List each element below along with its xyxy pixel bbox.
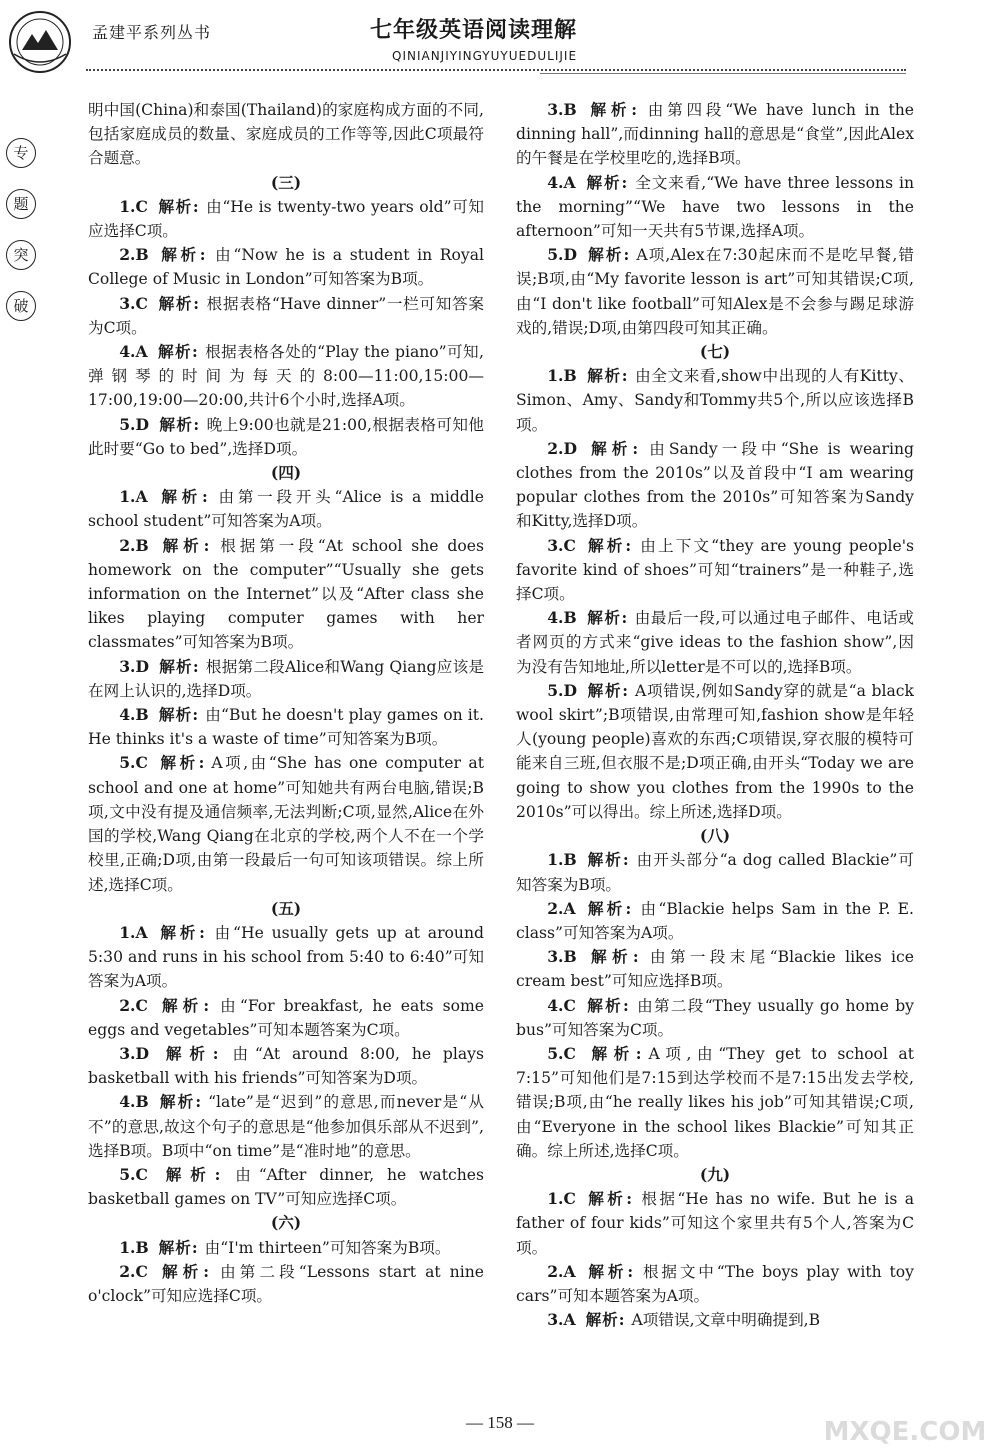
analysis-label: 解析:: [585, 535, 633, 555]
continued-paragraph: 明中国(China)和泰国(Thailand)的家庭构成方面的不同,包括家庭成员的数量、家庭成员的工作等等,因此C项最符合题意。: [88, 101, 484, 168]
header-divider: [86, 69, 906, 71]
analysis-label: 解析:: [158, 245, 207, 265]
analysis-text: 晚上9:00也就是21:00,根据表格可知他此时要“Go to bed”,选择D项。: [88, 415, 484, 458]
answer-item: [88, 655, 484, 703]
answer-number: 3.D: [119, 656, 149, 676]
analysis-label: 解析:: [159, 1043, 220, 1063]
answer-item: [516, 437, 914, 534]
answer-item: [88, 751, 484, 896]
analysis-text: 由第一段开头“Alice is a middle school student”可知答案为A项。: [88, 488, 484, 531]
answer-number: 1.C: [547, 1189, 576, 1209]
answer-item: [88, 921, 484, 994]
answer-number: 2.A: [547, 1261, 576, 1281]
answer-item: [88, 340, 484, 413]
page-header: [0, 0, 1000, 95]
analysis-text: 根据“He has no wife. But he is a father of four kids”可知这个家里共有5个人,答案为C项。: [516, 1190, 914, 1257]
answer-item: [516, 994, 914, 1042]
analysis-label: 解析:: [159, 414, 201, 434]
side-tag: 突: [6, 240, 36, 270]
answer-item: [88, 1090, 484, 1163]
analysis-text: 根据文中“The boys play with toy cars”可知本题答案为A项。: [516, 1262, 914, 1305]
answer-number: 5.D: [547, 680, 577, 700]
section-heading: (八): [699, 826, 731, 846]
answer-item: [516, 848, 914, 896]
analysis-text: A项,Alex在7:30起床而不是吃早餐,错误;B项,由“My favorite lesson is art”可知其错误;C项,由“I don't like football”可知Alex是不会参与踢足球游戏的,错误;D项,由第四段可知其正确。: [516, 246, 914, 337]
analysis-text: A项,由“She has one computer at school and one at home”可知她共有两台电脑,错误;B项,文中没有提及通信频率,无法判断;C项,显然,Alice在外国的学校,Wang Qiang在北京的学校,两个人不在一个学校里,正确;D项,由第一段最后一句可知该项错误。综上所述,选择C项。: [88, 754, 485, 894]
analysis-text: A项错误,例如Sandy穿的就是“a black wool skirt”;B项错误,由常理可知,fashion show是年轻人(young people)喜欢的东西;C项错误,穿衣服的模特可能来自三班,但衣服不是;D项正确,由开头“Today we are going to show you clothes from the 1990s to the 2010s”可以得出。综上所述,选择D项。: [516, 681, 914, 821]
analysis-text: 由“After dinner, he watches basketball games on TV”可知应选择C项。: [88, 1165, 484, 1209]
answer-item: [516, 534, 914, 607]
analysis-label: 解析:: [587, 680, 630, 700]
book-title-pinyin: QINIANJIYINGYUYUEDULIJIE: [392, 49, 578, 63]
side-section-tags: [6, 138, 44, 342]
answer-number: 1.B: [547, 850, 577, 870]
analysis-text: 由“For breakfast, he eats some eggs and vegetables”可知本题答案为C项。: [88, 996, 484, 1039]
analysis-text: 由第二段“Lessons start at nine o'clock”可知应选择C项。: [88, 1262, 484, 1305]
section-heading: (四): [270, 463, 302, 483]
answer-number: 1.A: [119, 487, 148, 507]
answer-number: 5.D: [547, 245, 577, 265]
analysis-label: 解析:: [585, 172, 629, 192]
answer-item: [516, 98, 914, 171]
analysis-label: 解析:: [158, 705, 200, 725]
analysis-label: 解析:: [157, 342, 199, 362]
answer-item: [516, 1308, 914, 1332]
answer-number: 4.C: [547, 995, 576, 1015]
analysis-label: 解析:: [585, 1310, 626, 1330]
analysis-label: 解析:: [587, 438, 640, 458]
answer-item: [88, 994, 484, 1042]
answer-number: 5.D: [119, 414, 149, 434]
analysis-text: 由最后一段,可以通过电子邮件、电话或者网页的方式来“give ideas to the fashion show”,因为没有告知地址,所以letter是不可以的,选择B项。: [516, 609, 914, 676]
analysis-label: 解析:: [586, 608, 629, 628]
analysis-text: 由第四段“We have lunch in the dinning hall”,而dinning hall的意思是“食堂”,因此Alex的午餐是在学校里吃的,选择B项。: [516, 101, 914, 168]
answer-number: 2.C: [119, 1261, 148, 1281]
analysis-label: 解析:: [157, 1261, 211, 1281]
analysis-label: 解析:: [585, 1043, 643, 1063]
analysis-text: 由“At around 8:00, he plays basketball with his friends”可知答案为D项。: [88, 1044, 484, 1088]
answer-number: 5.C: [119, 753, 148, 773]
analysis-text: 由“He is twenty-two years old”可知应选择C项。: [88, 197, 484, 241]
analysis-text: A项,由“They get to school at 7:15”可知他们是7:15到达学校而不是7:15出发去学校,错误;B项,由“he really likes his job”可知其错误;C项,由“Everyone in the school likes Blackie”可知其正确。综上所述,选择C项。: [516, 1044, 914, 1160]
book-title: 七年级英语阅读理解: [370, 17, 578, 43]
section-heading: (五): [270, 898, 302, 918]
answer-number: 1.B: [547, 366, 577, 386]
analysis-label: 解析:: [159, 656, 200, 676]
analysis-label: 解析:: [586, 947, 640, 967]
answer-item: [516, 945, 914, 993]
analysis-label: 解析:: [585, 995, 630, 1015]
answer-number: 4.B: [119, 705, 149, 725]
answer-item: [516, 679, 914, 824]
answer-item: [88, 292, 484, 340]
answer-item: [88, 413, 484, 461]
answer-number: 4.B: [547, 608, 577, 628]
analysis-text: 根据表格各处的“Play the piano”可知,弹钢琴的时间为每天的8:00—11:00,15:00—17:00,19:00—20:00,共计6个小时,选择A项。: [88, 343, 484, 410]
analysis-label: 解析:: [157, 922, 206, 942]
side-tag: 专: [6, 138, 36, 168]
answer-number: 3.C: [119, 293, 148, 313]
analysis-text: 根据表格“Have dinner”一栏可知答案为C项。: [88, 294, 484, 337]
analysis-label: 解析:: [157, 1164, 222, 1184]
page-number: — 158 —: [466, 1413, 534, 1432]
analysis-text: 由开头部分“a dog called Blackie”可知答案为B项。: [516, 851, 914, 894]
analysis-text: 由“I'm thirteen”可知答案为B项。: [204, 1238, 451, 1257]
analysis-label: 解析:: [587, 245, 631, 265]
answer-number: 5.C: [119, 1164, 148, 1184]
answer-item: [88, 243, 484, 291]
left-column: [88, 98, 484, 1308]
answer-number: 2.A: [547, 898, 576, 918]
answer-item: [516, 243, 914, 340]
section-heading: (六): [270, 1213, 302, 1233]
answer-number: 1.B: [119, 1237, 149, 1257]
analysis-label: 解析:: [585, 898, 633, 918]
analysis-label: 解析:: [157, 293, 200, 313]
publisher-logo-icon: [8, 10, 72, 74]
analysis-label: 解析:: [585, 1261, 635, 1281]
answer-number: 3.D: [119, 1043, 149, 1063]
answer-item: [516, 171, 914, 244]
answer-number: 2.B: [119, 535, 149, 555]
analysis-label: 解析:: [157, 753, 206, 773]
answer-number: 1.C: [119, 196, 148, 216]
answer-number: 1.A: [119, 922, 148, 942]
analysis-text: 由“He usually gets up at around 5:30 and runs in his school from 5:40 to 6:40”可知答案为A项。: [88, 923, 485, 991]
section-heading: (七): [699, 342, 731, 362]
analysis-text: 由第二段“They usually go home by bus”可知答案为C项。: [516, 996, 914, 1039]
section-heading: (九): [699, 1164, 731, 1184]
analysis-text: 由“But he doesn't play games on it. He thinks it's a waste of time”可知答案为B项。: [88, 706, 484, 749]
analysis-label: 解析:: [157, 995, 211, 1015]
answer-number: 2.D: [547, 438, 577, 458]
answer-number: 3.B: [547, 100, 577, 119]
analysis-text: 由第一段末尾“Blackie likes ice cream best”可知应选择B项。: [516, 948, 914, 991]
answer-number: 2.C: [119, 995, 148, 1015]
answer-item: [88, 1163, 484, 1211]
analysis-text: 根据第一段“At school she does homework on the computer”“Usually she gets information on the Internet”以及“After class she likes playing computer games with her classmates”可知答案为B项。: [88, 536, 484, 652]
answer-number: 2.B: [119, 245, 149, 265]
answer-number: 4.A: [119, 342, 148, 362]
answer-number: 5.C: [547, 1043, 576, 1063]
answer-item: [88, 703, 484, 751]
analysis-label: 解析:: [585, 1189, 634, 1209]
analysis-label: 解析:: [158, 1237, 199, 1257]
answer-item: [88, 195, 484, 243]
analysis-text: 由Sandy一段中“She is wearing clothes from the 2010s”以及首段中“I am wearing popular clothes from the 2010s”可知答案为Sandy和Kitty,选择D项。: [516, 439, 914, 531]
analysis-text: 由全文来看,show中出现的人有Kitty、Simon、Amy、Sandy和Tommy共5个,所以应该选择B项。: [516, 367, 914, 434]
analysis-label: 解析:: [158, 535, 211, 555]
analysis-text: A项错误,文章中明确提到,B: [631, 1311, 821, 1330]
answer-item: [516, 606, 914, 679]
answer-item: [516, 364, 914, 437]
analysis-text: 由“Now he is a student in Royal College of Music in London”可知答案为B项。: [88, 246, 484, 289]
series-name: 孟建平系列丛书: [92, 23, 212, 42]
answer-number: 4.A: [547, 172, 576, 192]
analysis-label: 解析:: [158, 1092, 203, 1112]
answer-item: [88, 1236, 484, 1260]
analysis-text: 全文来看,“We have three lessons in the morning”“We have two lessons in the afternoon”可知一天共有5节课,选择A项。: [516, 173, 914, 241]
analysis-text: “late”是“迟到”的意思,而never是“从不”的意思,故这个句子的意思是“他参加俱乐部从不迟到”,选择B项。B项中“on time”是“准时地”的意思。: [88, 1093, 484, 1160]
answer-number: 4.B: [119, 1092, 149, 1112]
right-column: [516, 98, 914, 1332]
analysis-label: 解析:: [586, 850, 630, 870]
answer-item: [88, 485, 484, 533]
watermark-text: MXQE.COM: [823, 1417, 987, 1447]
answer-number: 3.C: [547, 535, 576, 555]
analysis-label: 解析:: [157, 487, 209, 507]
answer-number: 3.B: [547, 947, 577, 967]
side-tag: 题: [6, 189, 36, 219]
analysis-text: 由“Blackie helps Sam in the P. E. class”可知答案为A项。: [516, 899, 914, 942]
section-heading: (三): [270, 172, 302, 192]
analysis-label: 解析:: [157, 196, 200, 216]
answer-item: [516, 1042, 914, 1163]
answer-item: [88, 1042, 484, 1090]
analysis-text: 根据第二段Alice和Wang Qiang应该是在网上认识的,选择D项。: [88, 657, 484, 700]
answer-item: [88, 1260, 484, 1308]
side-tag: 破: [6, 291, 36, 321]
analysis-label: 解析:: [586, 100, 638, 119]
answer-item: [516, 897, 914, 945]
analysis-label: 解析:: [586, 366, 629, 386]
answer-number: 3.A: [547, 1310, 576, 1330]
watermark-logo: [810, 1380, 1000, 1451]
answer-item: [516, 1260, 914, 1308]
answer-item: [88, 534, 484, 655]
answer-item: [516, 1187, 914, 1260]
analysis-text: 由上下文“they are young people's favorite kind of shoes”可知“trainers”是一种鞋子,选择C项。: [516, 536, 914, 604]
header-divider-underline: [540, 73, 906, 74]
